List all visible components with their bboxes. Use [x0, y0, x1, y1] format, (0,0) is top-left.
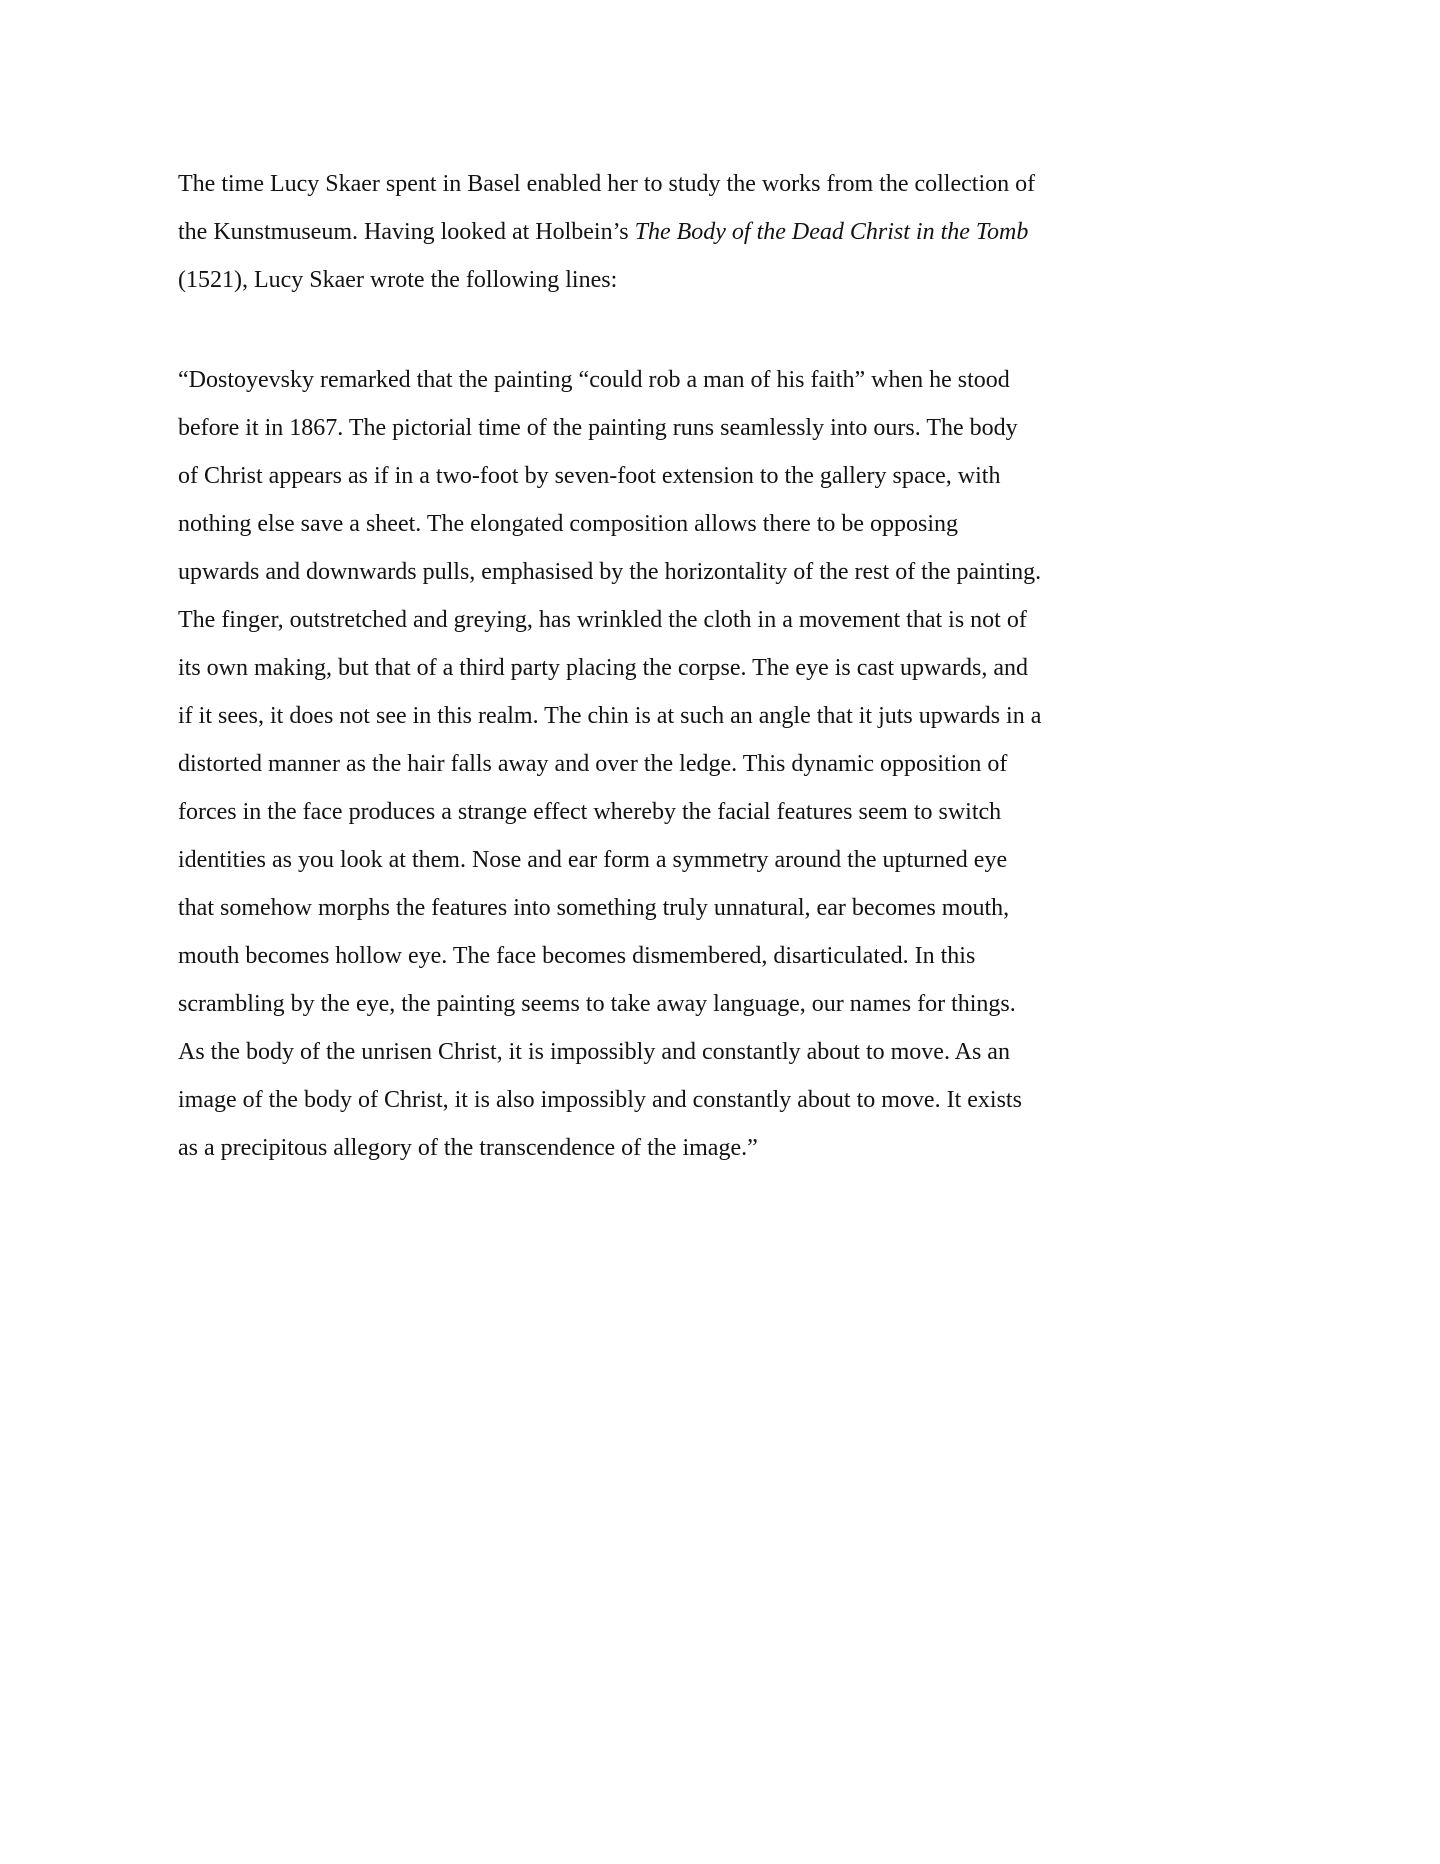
text-segment: upwards and downwards pulls, emphasised by the horizontality of the rest of the painting. — [178, 559, 1042, 585]
text-line — [178, 740, 1234, 788]
artwork-title-text: The Body of the Dead Christ in the Tomb — [634, 219, 1029, 245]
text-line — [178, 644, 1234, 692]
text-segment: image of the body of Christ, it is also impossibly and constantly about to move. It exists — [178, 1087, 1022, 1113]
text-line — [178, 500, 1234, 548]
text-segment: as a precipitous allegory of the transcendence of the image.” — [178, 1135, 758, 1161]
text-segment: forces in the face produces a strange effect whereby the facial features seem to switch — [178, 799, 1002, 825]
text-segment: The time Lucy Skaer spent in Basel enabled her to study the works from the collection of — [178, 171, 1036, 197]
text-segment: As the body of the unrisen Christ, it is impossibly and constantly about to move. As an — [178, 1039, 1010, 1065]
text-line — [178, 256, 1234, 304]
text-line — [178, 404, 1234, 452]
text-line — [178, 1076, 1234, 1124]
text-line — [178, 692, 1234, 740]
text-segment: distorted manner as the hair falls away and over the ledge. This dynamic opposition of — [178, 751, 1008, 777]
text-segment: of Christ appears as if in a two-foot by seven-foot extension to the gallery space, with — [178, 463, 1001, 489]
quote-paragraph — [178, 356, 1234, 1172]
text-segment: mouth becomes hollow eye. The face becomes dismembered, disarticulated. In this — [178, 943, 976, 969]
text-segment: that somehow morphs the features into something truly unnatural, ear becomes mouth, — [178, 895, 1010, 921]
text-line — [178, 788, 1234, 836]
text-line — [178, 836, 1234, 884]
text-segment: identities as you look at them. Nose and ear form a symmetry around the upturned eye — [178, 847, 1008, 873]
text-segment: “Dostoyevsky remarked that the painting “could rob a man of his faith” when he stood — [178, 367, 1010, 393]
text-line — [178, 596, 1234, 644]
text-line — [178, 208, 1234, 256]
text-line — [178, 356, 1234, 404]
text-segment: (1521), Lucy Skaer wrote the following lines: — [178, 267, 618, 293]
text-segment: scrambling by the eye, the painting seems to take away language, our names for things. — [178, 991, 1016, 1017]
text-segment: The finger, outstretched and greying, has wrinkled the cloth in a movement that is not of — [178, 607, 1027, 633]
document-text-block — [178, 160, 1234, 1172]
text-line — [178, 1124, 1234, 1172]
text-segment: the Kunstmuseum. Having looked at Holbein’s — [178, 219, 635, 245]
text-segment: its own making, but that of a third party placing the corpse. The eye is cast upwards, and — [178, 655, 1029, 681]
text-line — [178, 932, 1234, 980]
text-line — [178, 548, 1234, 596]
text-line — [178, 884, 1234, 932]
text-line — [178, 1028, 1234, 1076]
intro-paragraph — [178, 160, 1234, 304]
text-segment: if it sees, it does not see in this realm. The chin is at such an angle that it juts upwards in a — [178, 703, 1042, 729]
text-line — [178, 160, 1234, 208]
text-segment: nothing else save a sheet. The elongated composition allows there to be opposing — [178, 511, 959, 537]
text-segment: before it in 1867. The pictorial time of the painting runs seamlessly into ours. The body — [178, 415, 1018, 441]
text-line — [178, 980, 1234, 1028]
text-line — [178, 452, 1234, 500]
